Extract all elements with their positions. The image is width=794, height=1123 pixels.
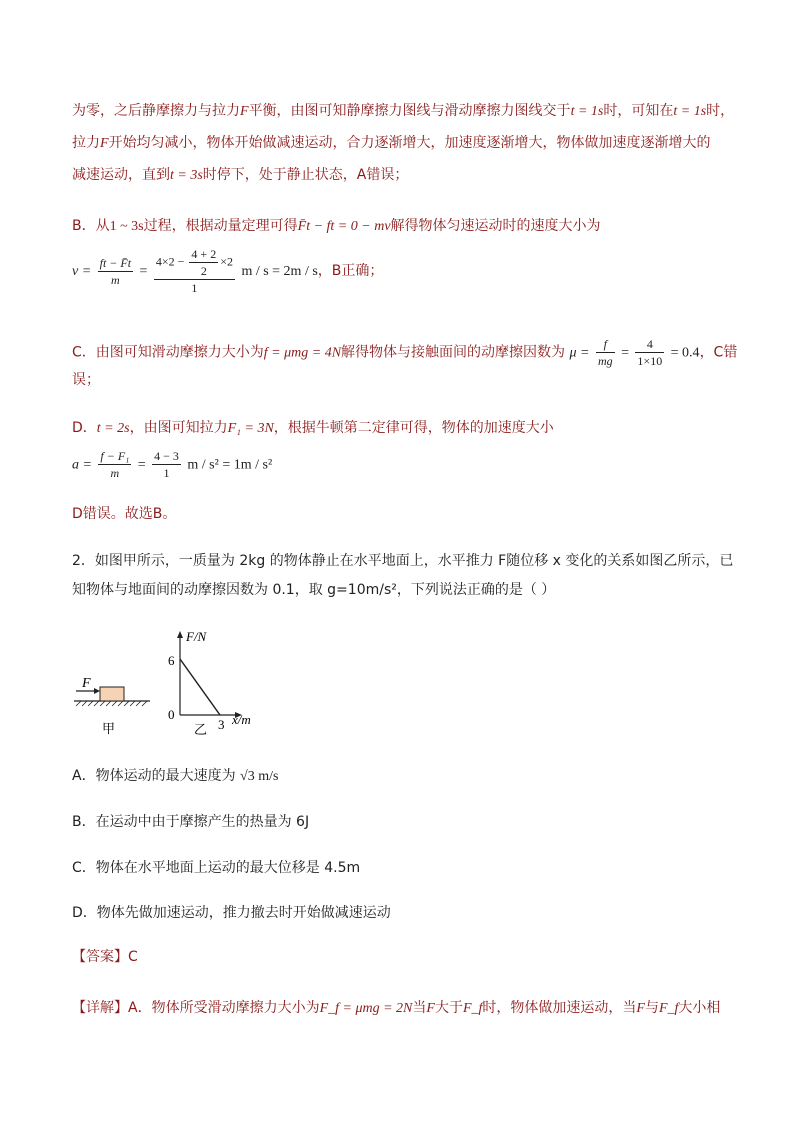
solution-c-line-2: 误； bbox=[72, 372, 100, 388]
fraction-2: 4×2 − $\frac{4 + 2}{2}$ ×2 1 bbox=[155, 247, 233, 295]
fraction-a1: $\frac{\text{f − F₁}}{m}$ bbox=[100, 449, 130, 480]
option-d: D．物体先做加速运动，推力撤去时开始做减速运动 bbox=[72, 905, 391, 921]
block bbox=[100, 687, 124, 701]
label-jia: 甲 bbox=[102, 722, 116, 737]
fraction-mu-2: $\frac{4}{1\times 10}$ bbox=[637, 337, 663, 368]
detail-line: 【详解】A．物体所受滑动摩擦力大小为F_f = μmg = 2N当F大于F_f时，物体做加速运动，当F与F_f大小相 bbox=[72, 1000, 721, 1016]
x-axis-label: x/m bbox=[232, 712, 251, 727]
option-c: C．物体在水平地面上运动的最大位移是 4.5m bbox=[72, 860, 361, 876]
fraction-mu: $\frac{f}{mg}$ bbox=[597, 337, 613, 368]
solution-b-line-1: B．从1 ~ 3s过程，根据动量定理可得F̄t − ft = 0 − mv解得物体匀速运动时的速度大小为 bbox=[72, 218, 601, 234]
solution-d-equation: a = $\frac{\text{f − F₁}}{m}$ = $\frac{4 - 3}{1}$ m / s² = 1m / s² bbox=[72, 449, 273, 480]
y-axis-label: F/N bbox=[186, 629, 207, 644]
force-arrow-head bbox=[94, 688, 100, 694]
solution-d-conclusion: D错误。故选B。 bbox=[72, 506, 177, 522]
origin-label: 0 bbox=[168, 707, 175, 722]
ground-hatching bbox=[76, 701, 147, 706]
label-yi: 乙 bbox=[194, 723, 208, 738]
solution-c-line-1: C．由图可知滑动摩擦力大小为f = μmg = 4N解得物体与接触面间的动摩擦因数为 μ = $\frac{f}{mg}$ = $\frac{4}{1\times 10}$ = 0.4，C错 bbox=[72, 337, 738, 368]
fraction-1: $\frac{ft - F̄t}{m}$ bbox=[99, 255, 132, 287]
option-b: B．在运动中由于摩擦产生的热量为 6J bbox=[72, 814, 310, 830]
option-a: A．物体运动的最大速度为 √3 m/s bbox=[72, 768, 279, 784]
solution-line-3: 减速运动，直到t = 3s时停下，处于静止状态，A错误； bbox=[72, 167, 409, 183]
question-2-line-2: 知物体与地面间的动摩擦因数为 0.1，取 g=10m/s²，下列说法正确的是（ ） bbox=[72, 582, 556, 598]
solution-d-line-1: D．t = 2s，由图可知拉力F₁ = 3N，根据牛顿第二定律可得，物体的加速度大小 bbox=[72, 420, 554, 436]
force-label: F bbox=[82, 676, 91, 691]
solution-b-equation: v = $\frac{ft - F̄t}{m}$ = 4×2 − $\frac{4 + 2}{2}$ ×2 1 m / s = 2m / s，B正确； bbox=[72, 247, 384, 295]
y-axis-arrow bbox=[177, 631, 183, 638]
x-tick-3: 3 bbox=[218, 717, 225, 732]
question-2-line-1: 2．如图甲所示，一质量为 2kg 的物体静止在水平地面上，水平推力 F随位移 x 变化的关系如图乙所示，已 bbox=[72, 553, 734, 569]
solution-line-1: 为零，之后静摩擦力与拉力F平衡，由图可知静摩擦力图线与滑动摩擦力图线交于t = 1s时，可知在t = 1s时， bbox=[72, 103, 735, 119]
question-2-figure bbox=[60, 625, 280, 745]
answer-line: 【答案】C bbox=[72, 949, 138, 965]
solution-line-2: 拉力F开始均匀减小，物体开始做减速运动，合力逐渐增大，加速度逐渐增大，物体做加速度逐渐增大的 bbox=[72, 135, 711, 151]
y-tick-6: 6 bbox=[168, 653, 175, 668]
fraction-a2: $\frac{4 - 3}{1}$ bbox=[154, 449, 179, 480]
force-displacement-line bbox=[180, 659, 220, 715]
